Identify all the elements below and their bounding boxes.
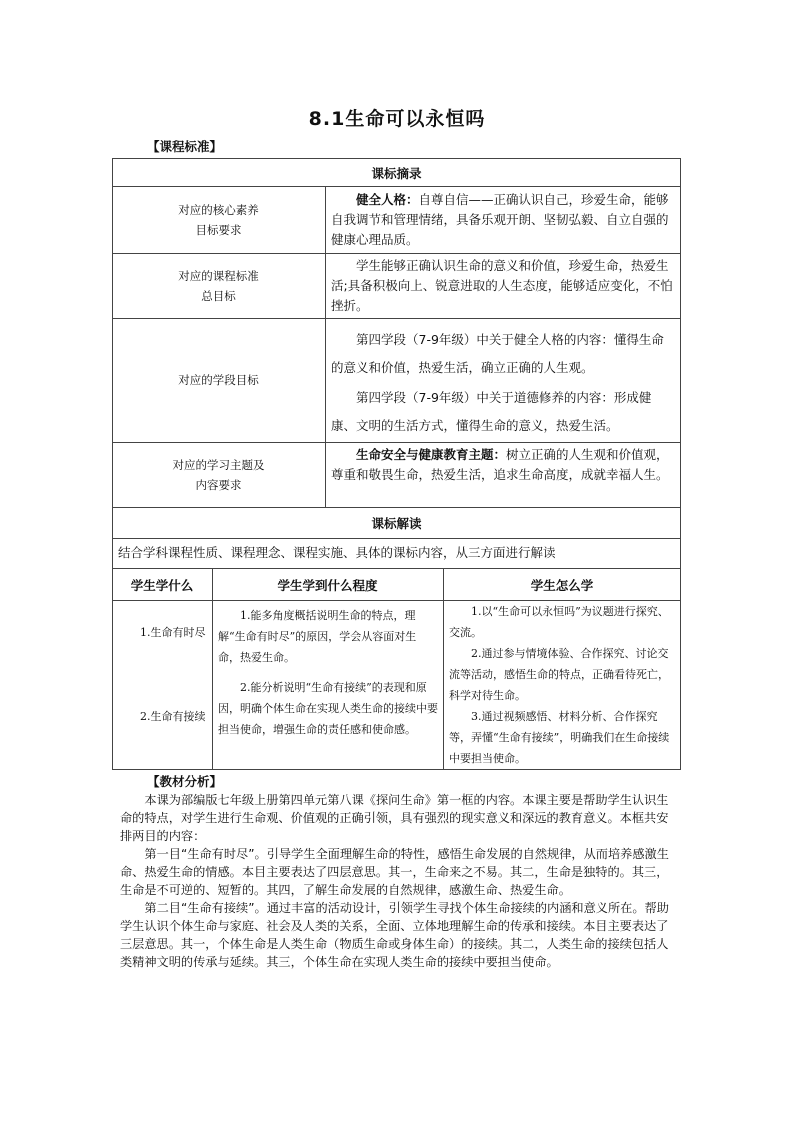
how-item: 1.以“生命可以永恒吗”为议题进行探究、交流。 [449,605,669,639]
how-item: 3.通过视频感悟、材料分析、合作探究等，弄懂“生命有接续”，明确我们在生命接续中要担当使命。 [449,710,670,765]
row-content: 第四学段（7-9年级）中关于道德修养的内容：形成健康、文明的生活方式，懂得生命的意义，热爱生活。 [331,390,652,433]
row-content: 生命安全与健康教育主题：树立正确的人生观和价值观，尊重和敬畏生命，热爱生活，追求生命高度，成就幸福人生。 [331,447,669,482]
col-header-degree: 学生学到什么程度 [277,578,378,593]
interpretation-text: 结合学科课程性质、课程理念、课程实施、具体的课标内容，从三方面进行解读 [118,545,556,560]
analysis-body [120,791,680,971]
table-header-excerpt: 课标摘录 [371,166,422,181]
how-item: 2.通过参与情境体验、合作探究、讨论交流等活动，感悟生命的特点，正确看待死亡，科学对待生命。 [449,647,669,702]
section-label-analysis: 【教材分析】 [147,774,223,789]
row-content: 健全人格：自尊自信——正确认识自己，珍爱生命，能够自我调节和管理情绪，具备乐观开朗、坚韧弘毅、自立自强的健康心理品质。 [331,192,669,247]
row-label: 对应的学习主题及 内容要求 [172,457,265,492]
table-header-interpretation: 课标解读 [371,516,422,531]
analysis-paragraph: 第一目“生命有时尽”。引导学生全面理解生命的特性，感悟生命发展的自然规律，从而培养感激生命、热爱生命的情感。本目主要表达了四层意思。其一，生命来之不易。其二，生命是独特的。其三，生命是不可逆的、短暂的。其四，了解生命发展的自然规律，感激生命、热爱生命。 [120,847,669,897]
analysis-paragraph: 第二目“生命有接续”。通过丰富的活动设计，引领学生寻找个体生命接续的内涵和意义所在。帮助学生认识个体生命与家庭、社会及人类的关系，全面、立体地理解生命的传承和接续。本目主要表达了三层意思。其一，个体生命是人类生命（物质生命或身体生命）的接续。其二，人类生命的接续包括人类精神文明的传承与延续。其三，个体生命在实现人类生命的接续中要担当使命。 [120,901,669,969]
degree-item: 2.能分析说明“生命有接续”的表现和原因，明确个体生命在实现人类生命的接续中要担当使命，增强生命的责任感和使命感。 [218,681,438,736]
degree-item: 1.能多角度概括说明生命的特点，理解“生命有时尽”的原因，学会从容面对生命，热爱生命。 [218,609,417,664]
col-header-how: 学生怎么学 [530,578,594,593]
section-label-standard: 【课程标准】 [147,139,223,154]
row-label: 对应的课程标准 总目标 [178,268,259,303]
what-item: 1.生命有时尽 [140,626,206,639]
what-item: 2.生命有接续 [140,710,206,723]
page-title: 8.1生命可以永恒吗 [308,108,486,130]
row-label: 对应的核心素养 目标要求 [178,202,259,237]
row-label: 对应的学段目标 [178,373,259,387]
row-content: 学生能够正确认识生命的意义和价值，珍爱生命，热爱生活;具备积极向上、锐意进取的人生态度，能够适应变化，不怕挫折。 [331,258,673,313]
row-content: 第四学段（7-9年级）中关于健全人格的内容：懂得生命的意义和价值，热爱生活，确立正确的人生观。 [331,332,664,375]
col-header-what: 学生学什么 [130,578,194,593]
analysis-paragraph: 本课为部编版七年级上册第四单元第八课《探问生命》第一框的内容。本课主要是帮助学生认识生命的特点，对学生进行生命观、价值观的正确引领，具有强烈的现实意义和深远的教育意义。本框共安排两目的内容： [120,793,669,843]
